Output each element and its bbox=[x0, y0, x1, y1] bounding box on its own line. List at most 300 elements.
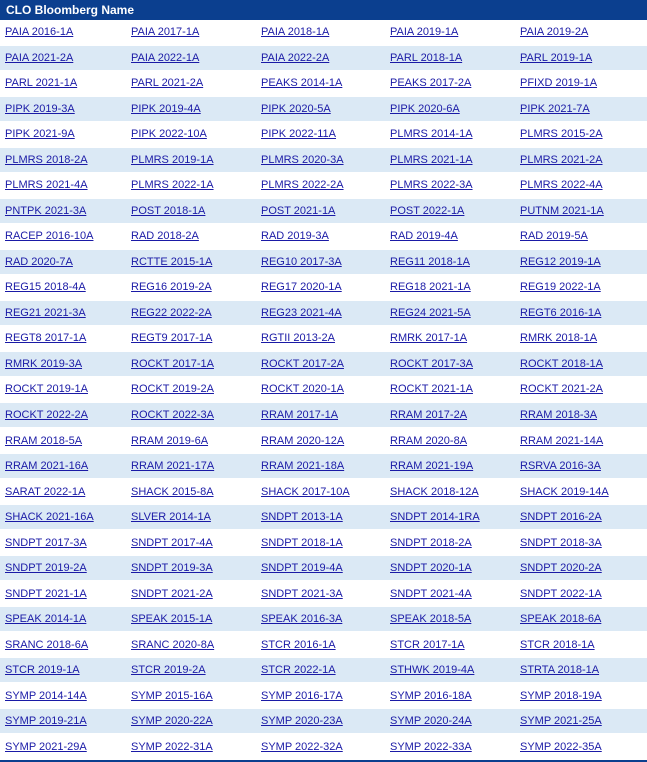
clo-name-link[interactable]: RRAM 2021-14A bbox=[520, 434, 604, 447]
table-cell bbox=[126, 332, 256, 344]
table-cell bbox=[256, 128, 385, 140]
clo-name-link[interactable]: SYMP 2022-32A bbox=[261, 740, 343, 753]
clo-name-link[interactable]: SPEAK 2015-1A bbox=[131, 613, 213, 626]
table-row bbox=[0, 709, 647, 735]
clo-name-link[interactable]: PARL 2019-1A bbox=[520, 51, 593, 64]
table-row bbox=[0, 734, 647, 760]
clo-name-link[interactable]: SNDPT 2019-2A bbox=[5, 562, 87, 575]
table-cell bbox=[515, 486, 647, 498]
table-cell bbox=[256, 741, 385, 753]
clo-name-link[interactable]: RAD 2019-3A bbox=[261, 230, 329, 243]
table-row bbox=[0, 530, 647, 556]
clo-name-link[interactable]: PAIA 2021-2A bbox=[5, 51, 74, 64]
table-cell bbox=[126, 256, 256, 268]
table-cell bbox=[385, 639, 515, 651]
clo-name-link[interactable]: STHWK 2019-4A bbox=[390, 664, 475, 677]
clo-name-link[interactable]: SPEAK 2014-1A bbox=[5, 613, 87, 626]
table-cell bbox=[515, 664, 647, 676]
table-cell bbox=[126, 715, 256, 727]
table-body bbox=[0, 20, 647, 760]
table-row bbox=[0, 301, 647, 327]
clo-name-link[interactable]: PIPK 2019-3A bbox=[5, 102, 75, 115]
clo-name-link[interactable]: ROCKT 2021-1A bbox=[390, 383, 473, 396]
table-row bbox=[0, 556, 647, 582]
clo-name-link[interactable]: REGT9 2017-1A bbox=[131, 332, 213, 345]
clo-name-link[interactable]: PIPK 2021-7A bbox=[520, 102, 590, 115]
clo-name-link[interactable]: ROCKT 2020-1A bbox=[261, 383, 344, 396]
clo-name-link[interactable]: REGT6 2016-1A bbox=[520, 306, 602, 319]
table-row bbox=[0, 46, 647, 72]
table-cell bbox=[0, 613, 126, 625]
clo-name-link[interactable]: ROCKT 2017-1A bbox=[131, 357, 214, 370]
clo-name-link[interactable]: SYMP 2020-23A bbox=[261, 715, 343, 728]
table-row bbox=[0, 199, 647, 225]
table-cell bbox=[0, 230, 126, 242]
table-cell bbox=[515, 588, 647, 600]
clo-name-link[interactable]: SNDPT 2019-3A bbox=[131, 562, 213, 575]
clo-name-link[interactable]: SYMP 2020-24A bbox=[390, 715, 472, 728]
clo-name-link[interactable]: SYMP 2022-35A bbox=[520, 740, 602, 753]
clo-name-link[interactable]: PIPK 2019-4A bbox=[131, 102, 201, 115]
table-cell bbox=[0, 486, 126, 498]
table-cell bbox=[515, 537, 647, 549]
table-cell bbox=[126, 230, 256, 242]
table-cell bbox=[0, 460, 126, 472]
table-cell bbox=[256, 588, 385, 600]
table-cell bbox=[385, 435, 515, 447]
clo-name-link[interactable]: PIPK 2020-6A bbox=[390, 102, 460, 115]
table-cell bbox=[515, 715, 647, 727]
table-cell bbox=[385, 613, 515, 625]
clo-name-link[interactable]: RMRK 2018-1A bbox=[520, 332, 598, 345]
clo-name-link[interactable]: PLMRS 2019-1A bbox=[131, 153, 214, 166]
table-cell bbox=[385, 741, 515, 753]
table-cell bbox=[0, 128, 126, 140]
table-cell bbox=[256, 26, 385, 38]
clo-name-link[interactable]: RRAM 2020-8A bbox=[390, 434, 468, 447]
table-cell bbox=[0, 205, 126, 217]
table-cell bbox=[0, 664, 126, 676]
clo-name-link[interactable]: PEAKS 2017-2A bbox=[390, 77, 472, 90]
table-cell bbox=[0, 537, 126, 549]
table-cell bbox=[385, 103, 515, 115]
clo-name-link[interactable]: PNTPK 2021-3A bbox=[5, 204, 87, 217]
table-cell bbox=[385, 690, 515, 702]
table-cell bbox=[385, 307, 515, 319]
table-cell bbox=[0, 52, 126, 64]
clo-name-link[interactable]: PLMRS 2018-2A bbox=[5, 153, 88, 166]
table-cell bbox=[126, 639, 256, 651]
clo-name-link[interactable]: STCR 2018-1A bbox=[520, 638, 595, 651]
table-cell bbox=[515, 562, 647, 574]
table-cell bbox=[0, 383, 126, 395]
table-cell bbox=[0, 332, 126, 344]
clo-name-link[interactable]: STCR 2017-1A bbox=[390, 638, 465, 651]
table-cell bbox=[515, 52, 647, 64]
table-cell bbox=[0, 588, 126, 600]
clo-name-link[interactable]: PAIA 2017-1A bbox=[131, 26, 200, 39]
table-cell bbox=[126, 26, 256, 38]
clo-name-link[interactable]: SYMP 2016-17A bbox=[261, 689, 343, 702]
clo-name-link[interactable]: RCTTE 2015-1A bbox=[131, 255, 213, 268]
clo-name-link[interactable]: SNDPT 2022-1A bbox=[520, 587, 602, 600]
table-cell bbox=[256, 230, 385, 242]
table-cell bbox=[515, 154, 647, 166]
table-cell bbox=[0, 562, 126, 574]
table-cell bbox=[515, 639, 647, 651]
clo-name-link[interactable]: SNDPT 2021-4A bbox=[390, 587, 472, 600]
table-cell bbox=[126, 664, 256, 676]
table-row bbox=[0, 173, 647, 199]
clo-name-link[interactable]: SNDPT 2017-4A bbox=[131, 536, 213, 549]
table-row bbox=[0, 20, 647, 46]
clo-name-link[interactable]: SLVER 2014-1A bbox=[131, 511, 211, 524]
clo-name-link[interactable]: REG18 2021-1A bbox=[390, 281, 471, 294]
table-cell bbox=[515, 103, 647, 115]
table-cell bbox=[0, 435, 126, 447]
clo-name-link[interactable]: REG12 2019-1A bbox=[520, 255, 601, 268]
clo-name-link[interactable]: SYMP 2016-18A bbox=[390, 689, 472, 702]
clo-name-link[interactable]: REGT8 2017-1A bbox=[5, 332, 87, 345]
table-cell bbox=[515, 332, 647, 344]
clo-name-link[interactable]: REG21 2021-3A bbox=[5, 306, 86, 319]
table-cell bbox=[256, 256, 385, 268]
clo-name-link[interactable]: PLMRS 2014-1A bbox=[390, 128, 473, 141]
table-cell bbox=[256, 358, 385, 370]
table-row bbox=[0, 352, 647, 378]
table-row bbox=[0, 505, 647, 531]
clo-name-link[interactable]: SNDPT 2014-1RA bbox=[390, 511, 480, 524]
table-cell bbox=[385, 383, 515, 395]
table-cell bbox=[0, 639, 126, 651]
table-cell bbox=[0, 103, 126, 115]
clo-name-link[interactable]: SYMP 2022-31A bbox=[131, 740, 213, 753]
clo-name-link[interactable]: REG19 2022-1A bbox=[520, 281, 601, 294]
table-cell bbox=[126, 690, 256, 702]
table-cell bbox=[515, 741, 647, 753]
table-row bbox=[0, 71, 647, 97]
table-cell bbox=[0, 741, 126, 753]
clo-name-link[interactable]: REG17 2020-1A bbox=[261, 281, 342, 294]
clo-name-link[interactable]: RAD 2019-4A bbox=[390, 230, 458, 243]
clo-name-link[interactable]: SPEAK 2018-5A bbox=[390, 613, 472, 626]
table-cell bbox=[515, 179, 647, 191]
clo-name-link[interactable]: PLMRS 2022-4A bbox=[520, 179, 603, 192]
clo-name-link[interactable]: PARL 2018-1A bbox=[390, 51, 463, 64]
clo-name-link[interactable]: PAIA 2016-1A bbox=[5, 26, 74, 39]
table-cell bbox=[385, 52, 515, 64]
clo-name-link[interactable]: STCR 2019-2A bbox=[131, 664, 206, 677]
clo-name-link[interactable]: RRAM 2018-3A bbox=[520, 408, 598, 421]
clo-name-link[interactable]: SYMP 2020-22A bbox=[131, 715, 213, 728]
clo-name-link[interactable]: SHACK 2021-16A bbox=[5, 511, 94, 524]
clo-name-link[interactable]: SHACK 2015-8A bbox=[131, 485, 214, 498]
clo-name-link[interactable]: PIPK 2020-5A bbox=[261, 102, 331, 115]
table-cell bbox=[515, 511, 647, 523]
clo-name-link[interactable]: RRAM 2017-1A bbox=[261, 408, 339, 421]
table-cell bbox=[0, 715, 126, 727]
table-cell bbox=[385, 460, 515, 472]
table-cell bbox=[126, 613, 256, 625]
clo-name-link[interactable]: SNDPT 2013-1A bbox=[261, 511, 343, 524]
table-cell bbox=[0, 179, 126, 191]
table-cell bbox=[126, 103, 256, 115]
clo-name-link[interactable]: ROCKT 2019-1A bbox=[5, 383, 88, 396]
table-cell bbox=[0, 690, 126, 702]
clo-name-link[interactable]: PIPK 2021-9A bbox=[5, 128, 75, 141]
table-cell bbox=[256, 154, 385, 166]
table-row bbox=[0, 454, 647, 480]
clo-name-link[interactable]: POST 2021-1A bbox=[261, 204, 336, 217]
table-cell bbox=[256, 103, 385, 115]
clo-name-link[interactable]: SPEAK 2018-6A bbox=[520, 613, 602, 626]
table-cell bbox=[385, 179, 515, 191]
clo-name-link[interactable]: RRAM 2018-5A bbox=[5, 434, 83, 447]
clo-name-link[interactable]: SHACK 2017-10A bbox=[261, 485, 350, 498]
table-cell bbox=[0, 256, 126, 268]
clo-name-link[interactable]: SHACK 2019-14A bbox=[520, 485, 609, 498]
clo-name-link[interactable]: SARAT 2022-1A bbox=[5, 485, 86, 498]
table-cell bbox=[515, 26, 647, 38]
clo-name-link[interactable]: SYMP 2018-19A bbox=[520, 689, 602, 702]
table-cell bbox=[385, 332, 515, 344]
clo-name-link[interactable]: RMRK 2017-1A bbox=[390, 332, 468, 345]
clo-name-link[interactable]: PAIA 2022-1A bbox=[131, 51, 200, 64]
table-cell bbox=[256, 179, 385, 191]
table-cell bbox=[515, 613, 647, 625]
clo-name-link[interactable]: ROCKT 2017-2A bbox=[261, 357, 344, 370]
clo-name-link[interactable]: REG24 2021-5A bbox=[390, 306, 471, 319]
table-row bbox=[0, 275, 647, 301]
clo-name-link[interactable]: SYMP 2019-21A bbox=[5, 715, 87, 728]
table-cell bbox=[126, 409, 256, 421]
table-cell bbox=[256, 486, 385, 498]
table-cell bbox=[385, 230, 515, 242]
table-row bbox=[0, 632, 647, 658]
table-cell bbox=[515, 256, 647, 268]
clo-name-link[interactable]: SNDPT 2018-3A bbox=[520, 536, 602, 549]
clo-name-link[interactable]: PLMRS 2021-4A bbox=[5, 179, 88, 192]
clo-name-link[interactable]: STCR 2019-1A bbox=[5, 664, 80, 677]
table-cell bbox=[515, 77, 647, 89]
clo-name-link[interactable]: REG16 2019-2A bbox=[131, 281, 212, 294]
clo-name-link[interactable]: PAIA 2022-2A bbox=[261, 51, 330, 64]
clo-name-link[interactable]: PARL 2021-2A bbox=[131, 77, 204, 90]
clo-name-link[interactable]: RRAM 2021-17A bbox=[131, 460, 215, 473]
table-row bbox=[0, 428, 647, 454]
clo-name-link[interactable]: SYMP 2021-29A bbox=[5, 740, 87, 753]
table-cell bbox=[515, 435, 647, 447]
table-row bbox=[0, 683, 647, 709]
table-row bbox=[0, 581, 647, 607]
table-cell bbox=[385, 715, 515, 727]
clo-name-link[interactable]: RSRVA 2016-3A bbox=[520, 460, 601, 473]
clo-name-link[interactable]: RRAM 2021-19A bbox=[390, 460, 474, 473]
table-cell bbox=[256, 205, 385, 217]
table-cell bbox=[515, 230, 647, 242]
table-cell bbox=[126, 486, 256, 498]
table-cell bbox=[385, 205, 515, 217]
clo-name-link[interactable]: SYMP 2022-33A bbox=[390, 740, 472, 753]
table-cell bbox=[385, 511, 515, 523]
table-cell bbox=[126, 383, 256, 395]
table-cell bbox=[256, 511, 385, 523]
clo-name-link[interactable]: PIPK 2022-11A bbox=[261, 128, 337, 141]
table-cell bbox=[126, 128, 256, 140]
table-cell bbox=[385, 26, 515, 38]
clo-name-link[interactable]: PUTNM 2021-1A bbox=[520, 204, 604, 217]
table-cell bbox=[515, 358, 647, 370]
clo-name-link[interactable]: REG15 2018-4A bbox=[5, 281, 86, 294]
table-cell bbox=[385, 409, 515, 421]
table-cell bbox=[126, 179, 256, 191]
table-cell bbox=[385, 664, 515, 676]
clo-name-link[interactable]: PAIA 2019-1A bbox=[390, 26, 459, 39]
table-cell bbox=[385, 154, 515, 166]
clo-name-link[interactable]: SNDPT 2020-2A bbox=[520, 562, 602, 575]
clo-name-link[interactable]: RMRK 2019-3A bbox=[5, 357, 83, 370]
table-cell bbox=[126, 460, 256, 472]
clo-name-link[interactable]: RAD 2019-5A bbox=[520, 230, 588, 243]
table-cell bbox=[126, 154, 256, 166]
table-cell bbox=[126, 537, 256, 549]
table-cell bbox=[126, 281, 256, 293]
clo-name-link[interactable]: RAD 2018-2A bbox=[131, 230, 199, 243]
clo-name-link[interactable]: RRAM 2019-6A bbox=[131, 434, 209, 447]
table-cell bbox=[515, 383, 647, 395]
clo-name-link[interactable]: SNDPT 2018-1A bbox=[261, 536, 343, 549]
clo-name-link[interactable]: SNDPT 2021-2A bbox=[131, 587, 213, 600]
table-cell bbox=[256, 332, 385, 344]
clo-name-link[interactable]: ROCKT 2021-2A bbox=[520, 383, 603, 396]
table-cell bbox=[515, 307, 647, 319]
table-cell bbox=[385, 486, 515, 498]
clo-name-link[interactable]: STRTA 2018-1A bbox=[520, 664, 600, 677]
clo-name-link[interactable]: SNDPT 2020-1A bbox=[390, 562, 472, 575]
clo-name-link[interactable]: SRANC 2018-6A bbox=[5, 638, 89, 651]
table-cell bbox=[126, 307, 256, 319]
table-cell bbox=[385, 77, 515, 89]
table-cell bbox=[256, 664, 385, 676]
table-row bbox=[0, 607, 647, 633]
clo-name-link[interactable]: POST 2022-1A bbox=[390, 204, 465, 217]
clo-name-link[interactable]: SHACK 2018-12A bbox=[390, 485, 479, 498]
table-cell bbox=[0, 307, 126, 319]
table-cell bbox=[256, 52, 385, 64]
clo-name-link[interactable]: SRANC 2020-8A bbox=[131, 638, 215, 651]
clo-name-link[interactable]: PLMRS 2020-3A bbox=[261, 153, 344, 166]
clo-name-link[interactable]: PLMRS 2022-3A bbox=[390, 179, 473, 192]
clo-name-link[interactable]: PLMRS 2021-2A bbox=[520, 153, 603, 166]
table-cell bbox=[0, 511, 126, 523]
table-cell bbox=[256, 281, 385, 293]
table-cell bbox=[256, 460, 385, 472]
clo-name-link[interactable]: RRAM 2017-2A bbox=[390, 408, 468, 421]
table-cell bbox=[0, 358, 126, 370]
clo-name-link[interactable]: RAD 2020-7A bbox=[5, 255, 73, 268]
clo-name-link[interactable]: PAIA 2018-1A bbox=[261, 26, 330, 39]
clo-name-link[interactable]: ROCKT 2017-3A bbox=[390, 357, 473, 370]
clo-name-link[interactable]: SYMP 2015-16A bbox=[131, 689, 213, 702]
clo-name-link[interactable]: SNDPT 2018-2A bbox=[390, 536, 472, 549]
table-cell bbox=[256, 715, 385, 727]
clo-name-link[interactable]: RGTII 2013-2A bbox=[261, 332, 335, 345]
clo-name-link[interactable]: PARL 2021-1A bbox=[5, 77, 78, 90]
clo-name-link[interactable]: POST 2018-1A bbox=[131, 204, 206, 217]
clo-name-link[interactable]: PLMRS 2021-1A bbox=[390, 153, 473, 166]
clo-name-link[interactable]: RACEP 2016-10A bbox=[5, 230, 94, 243]
table-cell bbox=[126, 358, 256, 370]
clo-name-link[interactable]: PEAKS 2014-1A bbox=[261, 77, 343, 90]
table-row bbox=[0, 250, 647, 276]
clo-name-link[interactable]: SNDPT 2016-2A bbox=[520, 511, 602, 524]
table-cell bbox=[256, 409, 385, 421]
table-cell bbox=[515, 281, 647, 293]
table-cell bbox=[126, 77, 256, 89]
clo-name-link[interactable]: PIPK 2022-10A bbox=[131, 128, 207, 141]
table-row bbox=[0, 326, 647, 352]
table-cell bbox=[385, 588, 515, 600]
table-row bbox=[0, 403, 647, 429]
clo-name-link[interactable]: STCR 2016-1A bbox=[261, 638, 336, 651]
table-cell bbox=[0, 409, 126, 421]
clo-name-link[interactable]: ROCKT 2022-3A bbox=[131, 408, 214, 421]
clo-name-link[interactable]: REG10 2017-3A bbox=[261, 255, 342, 268]
table-row bbox=[0, 658, 647, 684]
table-cell bbox=[126, 511, 256, 523]
table-row bbox=[0, 224, 647, 250]
table-cell bbox=[126, 588, 256, 600]
clo-name-link[interactable]: PLMRS 2022-2A bbox=[261, 179, 344, 192]
table-cell bbox=[385, 358, 515, 370]
clo-name-link[interactable]: PLMRS 2022-1A bbox=[131, 179, 214, 192]
clo-name-link[interactable]: SPEAK 2016-3A bbox=[261, 613, 343, 626]
table-cell bbox=[385, 537, 515, 549]
table-row bbox=[0, 122, 647, 148]
table-cell bbox=[515, 409, 647, 421]
clo-name-link[interactable]: RRAM 2021-18A bbox=[261, 460, 345, 473]
clo-name-link[interactable]: PLMRS 2015-2A bbox=[520, 128, 603, 141]
clo-name-link[interactable]: REG22 2022-2A bbox=[131, 306, 212, 319]
clo-name-link[interactable]: ROCKT 2022-2A bbox=[5, 408, 88, 421]
table-cell bbox=[126, 205, 256, 217]
clo-name-link[interactable]: REG23 2021-4A bbox=[261, 306, 342, 319]
clo-name-link[interactable]: REG11 2018-1A bbox=[390, 255, 470, 268]
clo-name-link[interactable]: PAIA 2019-2A bbox=[520, 26, 589, 39]
table-cell bbox=[256, 77, 385, 89]
table-row bbox=[0, 377, 647, 403]
table-cell bbox=[256, 537, 385, 549]
table-cell bbox=[256, 613, 385, 625]
clo-name-link[interactable]: RRAM 2020-12A bbox=[261, 434, 345, 447]
clo-name-link[interactable]: SNDPT 2021-1A bbox=[5, 587, 87, 600]
table-cell bbox=[126, 562, 256, 574]
clo-name-link[interactable]: PFIXD 2019-1A bbox=[520, 77, 598, 90]
clo-name-link[interactable]: SYMP 2021-25A bbox=[520, 715, 602, 728]
clo-name-link[interactable]: ROCKT 2019-2A bbox=[131, 383, 214, 396]
clo-name-link[interactable]: SNDPT 2019-4A bbox=[261, 562, 343, 575]
table-row bbox=[0, 148, 647, 174]
clo-name-link[interactable]: SNDPT 2017-3A bbox=[5, 536, 87, 549]
table-cell bbox=[256, 562, 385, 574]
table-cell bbox=[515, 460, 647, 472]
clo-name-link[interactable]: STCR 2022-1A bbox=[261, 664, 336, 677]
clo-name-link[interactable]: SNDPT 2021-3A bbox=[261, 587, 343, 600]
table-row bbox=[0, 479, 647, 505]
clo-name-link[interactable]: ROCKT 2018-1A bbox=[520, 357, 603, 370]
clo-name-link[interactable]: RRAM 2021-16A bbox=[5, 460, 89, 473]
clo-name-link[interactable]: SYMP 2014-14A bbox=[5, 689, 87, 702]
